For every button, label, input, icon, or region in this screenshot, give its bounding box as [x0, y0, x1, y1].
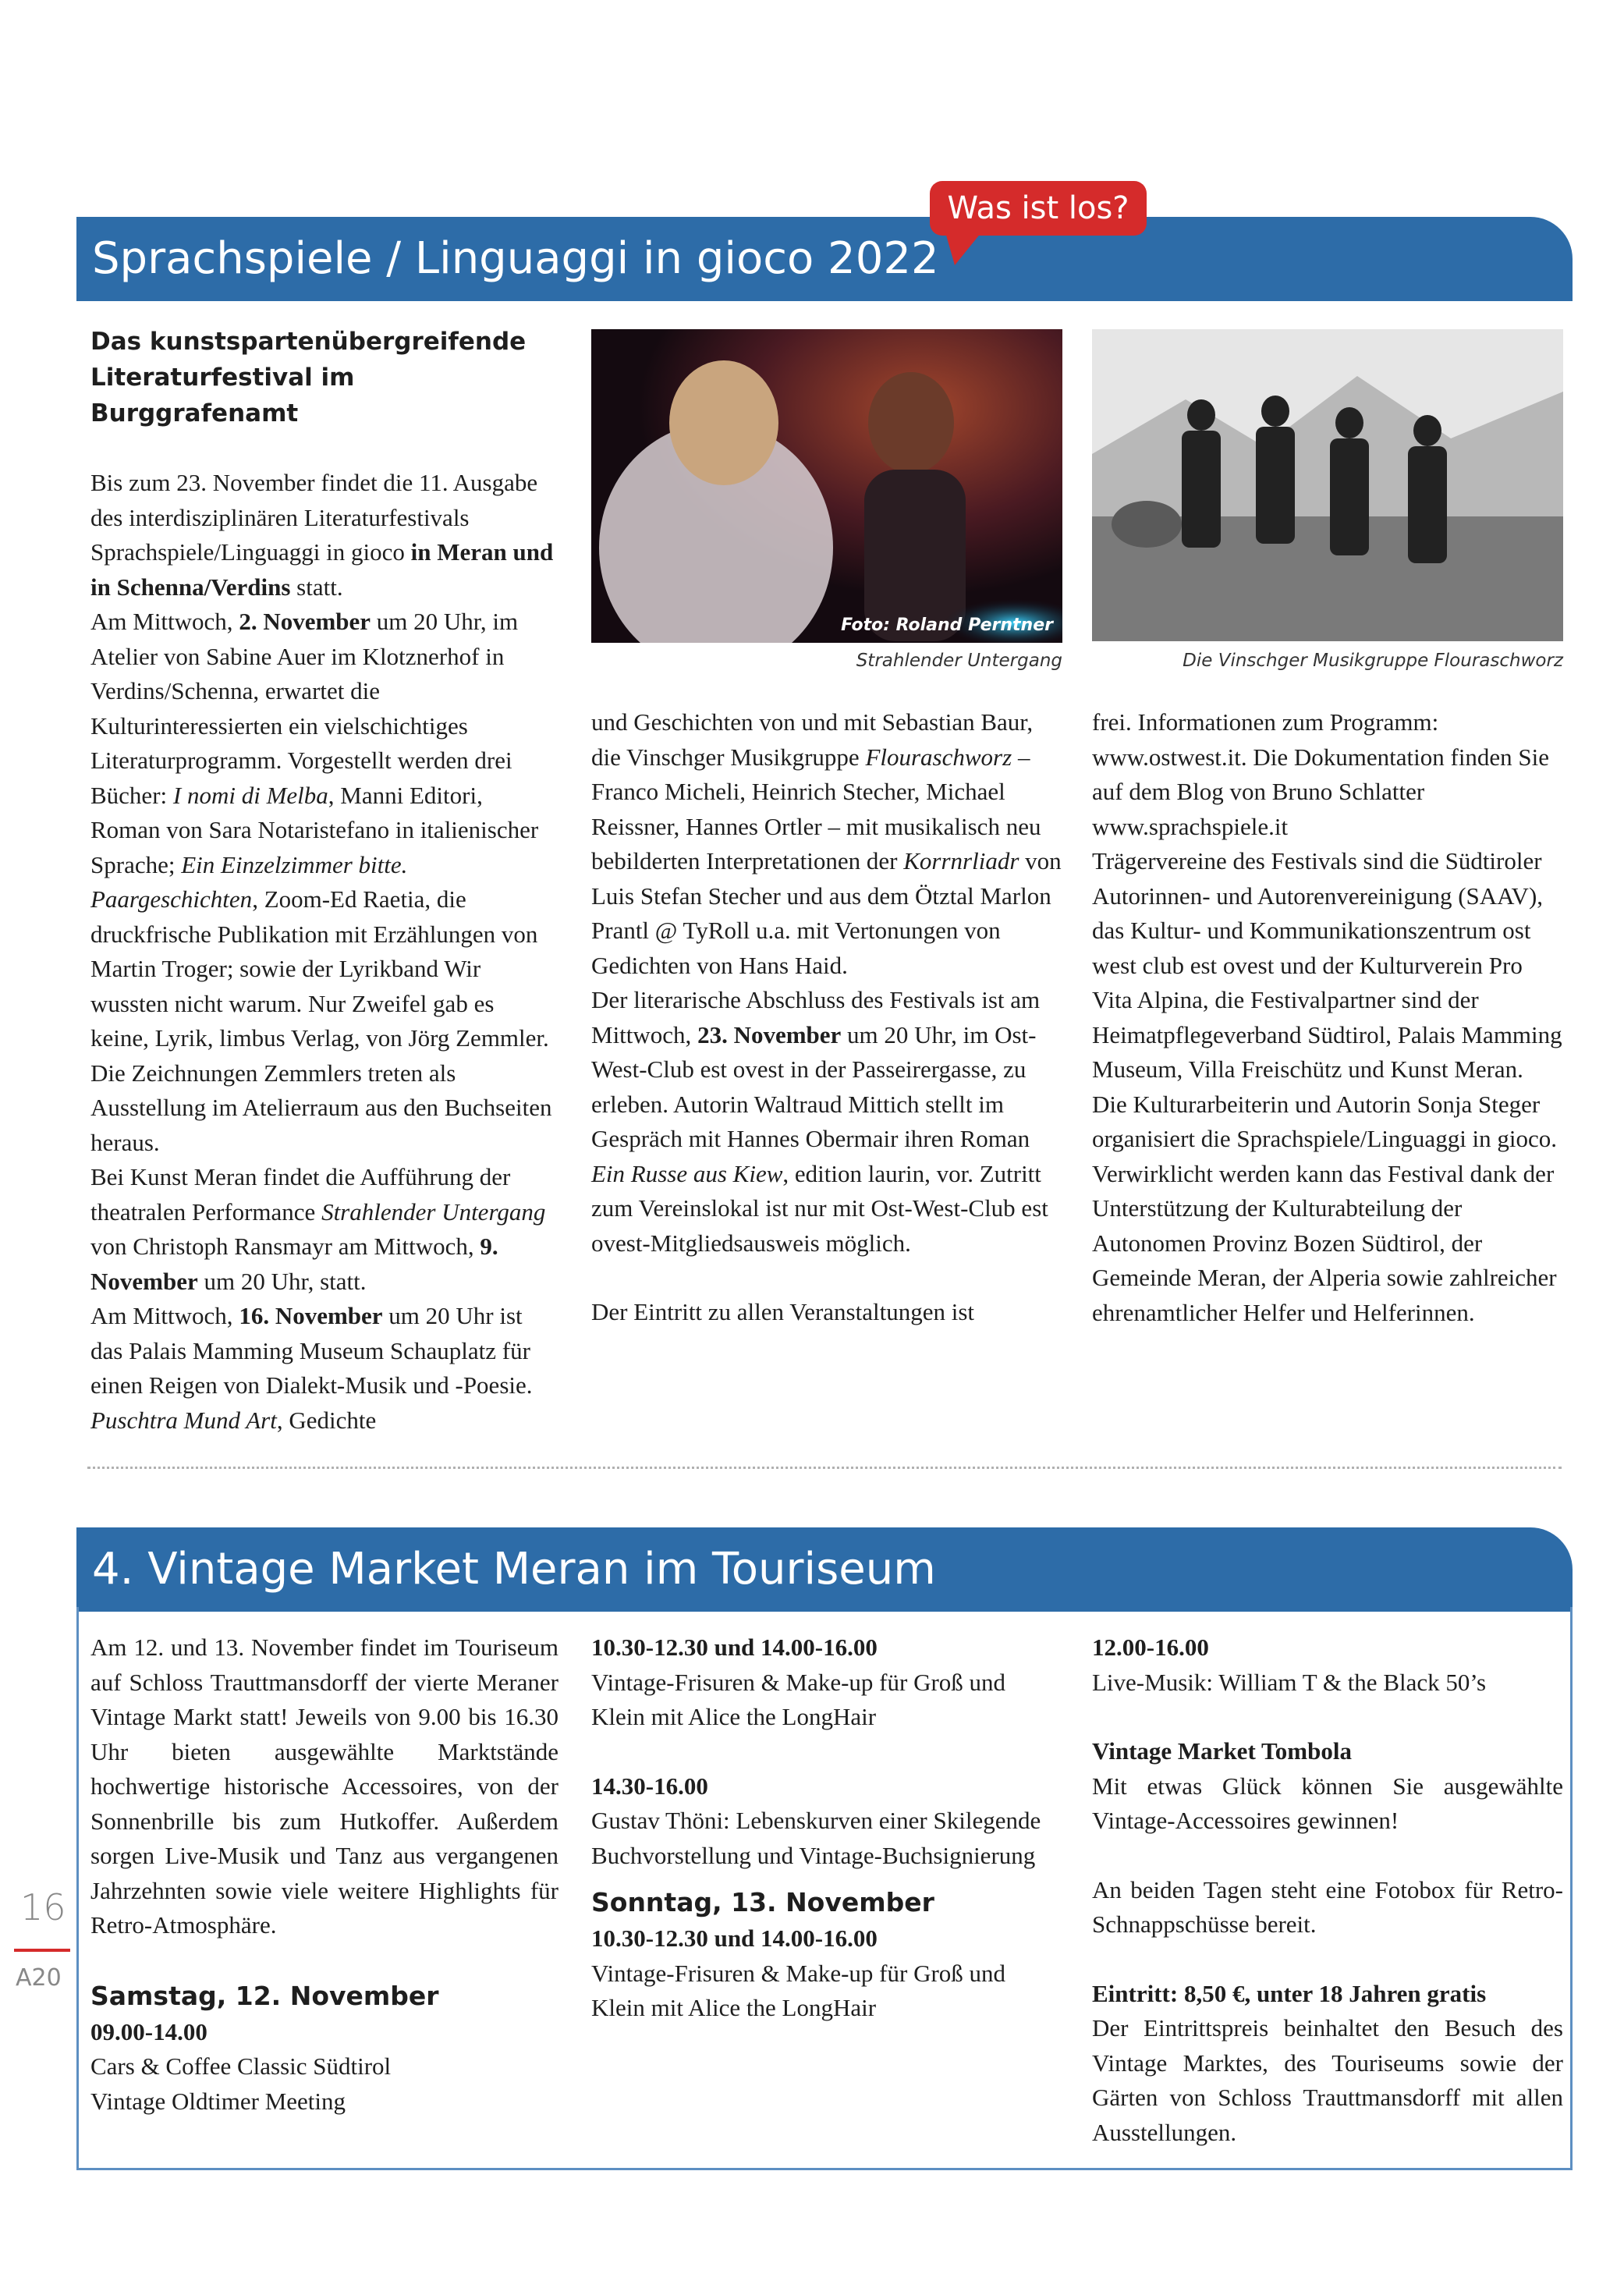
category-tag: Was ist los? — [930, 181, 1147, 236]
vintage-column-3 — [1092, 1630, 1563, 2150]
speech-bubble-tail — [945, 232, 981, 265]
section-title: Sprachspiele / Linguaggi in gioco 2022 — [92, 233, 939, 284]
vintage-column-2 — [591, 1630, 1062, 2026]
article-column-3 — [1092, 705, 1563, 1330]
subheading: Vintage Market Tombola — [1092, 1737, 1352, 1765]
photo-caption: Die Vinschger Musikgruppe Flouraschworz — [1183, 651, 1563, 671]
paragraph: und Geschichten von und mit Sebastian Baur, die Vinschger Musikgruppe Flouraschworz – Franco Micheli, Heinrich Stecher, Michael Reissner, Hannes Ortler – mit musikalisch neu bebilderten Interpretationen der Korrnrliadr von Luis Stefan Stecher und aus dem Ötztal Marlon Prantl @ TyRoll u.a. mit Vertonungen von Gedichten von Hans Haid. — [591, 708, 1062, 979]
vintage-column-1 — [90, 1630, 558, 2119]
event-line: Vintage-Frisuren & Make-up für Groß und Klein mit Alice the LongHair — [591, 1959, 1006, 2021]
band-photo-illustration — [1092, 329, 1563, 641]
article-column-2 — [591, 705, 1062, 1330]
time-slot: 12.00-16.00 — [1092, 1634, 1209, 1661]
page-number: 16 — [20, 1886, 66, 1928]
section-divider — [87, 1467, 1562, 1469]
article-subtitle: Das kunstspartenübergreifende Literaturfestival im Burggrafenamt — [90, 328, 527, 427]
section-title: 4. Vintage Market Meran im Touriseum — [92, 1544, 936, 1595]
time-slot: 10.30-12.30 und 14.00-16.00 — [591, 1634, 878, 1661]
article-column-1 — [90, 324, 558, 1438]
paragraph: frei. Informationen zum Programm: www.ostwest.it. Die Dokumentation finden Sie auf dem Blog von Bruno Schlatter www.sprachspiele.it — [1092, 708, 1550, 840]
time-slot: 10.30-12.30 und 14.00-16.00 — [591, 1924, 878, 1952]
day-heading: Samstag, 12. November — [90, 1980, 439, 2011]
page-code: A20 — [16, 1964, 62, 1992]
event-line: Cars & Coffee Classic Südtirol — [90, 2052, 392, 2080]
paragraph: Am Mittwoch, 2. November um 20 Uhr, im Atelier von Sabine Auer im Klotznerhof in Verdins/Schenna, erwartet die Kulturinteressierten ein vielschichtiges Literaturprogramm. Vorgestellt werden drei Bücher: I nomi di Melba, Manni Editori, Roman von Sara Notaristefano in italienischer Sprache; Ein Einzelzimmer bitte. Paargeschichten, Zoom-Ed Raetia, die druckfrische Publikation mit Erzählungen von Martin Troger; sowie der Lyrikband Wir wussten nicht warum. Nur Zweifel gab es keine, Lyrik, limbus Verlag, von Jörg Zemmler. Die Zeichnungen Zemmlers treten als Ausstellung im Atelierraum aus den Buchseiten heraus. — [90, 608, 552, 1156]
paragraph: Bis zum 23. November findet die 11. Ausgabe des interdisziplinären Literaturfestivals Sprachspiele/Linguaggi in gioco in Meran und in Schenna/Verdins statt. — [90, 469, 554, 601]
photo-flouraschworz — [1092, 329, 1563, 641]
section-banner-vintage-market — [76, 1527, 1573, 1612]
section-banner-sprachspiele — [76, 217, 1573, 301]
concert-photo-illustration — [591, 329, 1062, 643]
paragraph: Der literarische Abschluss des Festivals ist am Mittwoch, 23. November um 20 Uhr, im Ost-West-Club est ovest in der Passeirergasse, zu erleben. Autorin Waltraud Mittich stellt im Gespräch mit Hannes Obermair ihren Roman Ein Russe aus Kiew, edition laurin, vor. Zutritt zum Vereinslokal ist nur mit Ost-West-Club est ovest-Mitgliedsausweis möglich. — [591, 986, 1048, 1257]
photo-strahlender-untergang — [591, 329, 1062, 643]
time-slot: 14.30-16.00 — [591, 1772, 708, 1800]
photo-credit: Foto: Roland Perntner — [841, 615, 1053, 635]
time-slot: 09.00-14.00 — [90, 2017, 207, 2045]
paragraph: Der Eintrittspreis beinhaltet den Besuch des Vintage Marktes, des Touriseums sowie der Gärten von Schloss Trauttmansdorff mit allen Ausstellungen. — [1092, 2014, 1563, 2146]
page-number-rule — [14, 1949, 70, 1952]
paragraph: Trägervereine des Festivals sind die Südtiroler Autorinnen- und Autorenvereinigung (SAAV), das Kultur- und Kommunikationszentrum ost west club est ovest und der Kulturverein Pro Vita Alpina, die Festivalpartner sind der Heimatpflegeverband Südtirol, Palais Mamming Museum, Villa Freischütz und Kunst Meran. Die Kulturarbeiterin und Autorin Sonja Steger organisiert die Sprachspiele/Linguaggi in gioco. Verwirklicht werden kann das Festival dank der Unterstützung der Kulturabteilung der Autonomen Provinz Bozen Südtirol, der Gemeinde Meran, der Alperia sowie zahlreicher ehrenamtlicher Helfer und Helferinnen. — [1092, 847, 1562, 1326]
paragraph: Bei Kunst Meran findet die Aufführung der theatralen Performance Strahlender Untergang von Christoph Ransmayr am Mittwoch, 9. November um 20 Uhr, statt. — [90, 1163, 546, 1295]
day-heading: Sonntag, 13. November — [591, 1887, 934, 1917]
paragraph: Am 12. und 13. November findet im Touriseum auf Schloss Trauttmansdorff der vierte Meraner Vintage Markt statt! Jeweils von 9.00 bis 16.30 Uhr bieten ausgewählte Marktstände hochwertige historische Accessoires, von der Sonnenbrille bis zum Hutkoffer. Außerdem sorgen Live-Musik und Tanz aus vergangenen Jahrzehnten sowie viele weitere Highlights für Retro-Atmosphäre. — [90, 1634, 558, 1939]
paragraph: An beiden Tagen steht eine Fotobox für Retro-Schnappschüsse bereit. — [1092, 1875, 1563, 1938]
event-line: Vintage-Frisuren & Make-up für Groß und Klein mit Alice the LongHair — [591, 1668, 1006, 1730]
paragraph: Mit etwas Glück können Sie ausgewählte Vintage-Accessoires gewinnen! — [1092, 1772, 1563, 1834]
paragraph: Am Mittwoch, 16. November um 20 Uhr ist das Palais Mamming Museum Schauplatz für einen Reigen von Dialekt-Musik und -Poesie. Puschtra Mund Art, Gedichte — [90, 1302, 533, 1434]
event-line: Live-Musik: William T & the Black 50’s — [1092, 1668, 1487, 1696]
photo-caption: Strahlender Untergang — [856, 651, 1062, 671]
subheading: Eintritt: 8,50 €, unter 18 Jahren gratis — [1092, 1979, 1487, 2007]
event-line: Gustav Thöni: Lebenskurven einer Skilegende Buchvorstellung und Vintage-Buchsignierung — [591, 1807, 1041, 1869]
event-line: Vintage Oldtimer Meeting — [90, 2087, 346, 2115]
paragraph: Der Eintritt zu allen Veranstaltungen ist — [591, 1298, 974, 1325]
